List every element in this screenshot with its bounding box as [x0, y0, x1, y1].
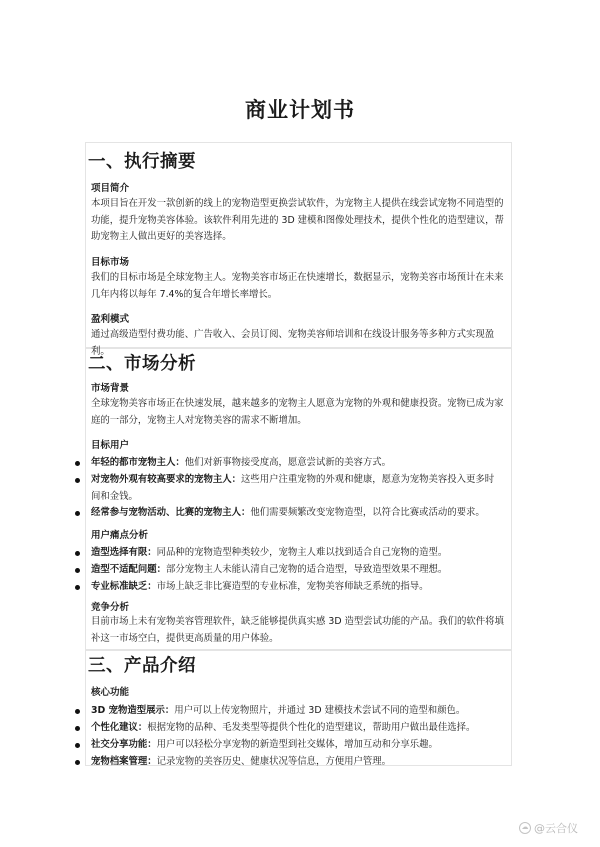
subheading-market-background: 市场背景 — [91, 383, 130, 394]
paragraph-market-background: 全球宠物美容市场正在快速发展，越来越多的宠物主人愿意为宠物的外观和健康投资。宠物已成为家 庭的一部分，宠物主人对宠物美容的需求不断增加。 — [91, 398, 504, 426]
subheading-core-features: 核心功能 — [91, 687, 130, 698]
list-item-feature-3d: 3D 宠物造型展示：用户可以上传宠物照片，并通过 3D 建模技术尝试不同的造型和颜色。 — [91, 705, 466, 716]
list-item-user-events: 经常参与宠物活动、比赛的宠物主人：他们需要频繁改变宠物造型，以符合比赛或活动的要求。 — [91, 507, 485, 518]
section-heading-market-analysis: 二、市场分析 — [88, 354, 196, 374]
bullet-dot — [75, 551, 80, 556]
section-heading-summary: 一、执行摘要 — [88, 152, 196, 172]
bullet-dot — [75, 709, 80, 714]
paragraph-profit-model: 通过高级造型付费功能、广告收入、会员订阅、宠物美容师培训和在线设计服务等多种方式实现盈利。 — [91, 329, 495, 357]
bullet-dot — [75, 478, 80, 483]
list-item-feature-profile: 宠物档案管理：记录宠物的美容历史、健康状况等信息，方便用户管理。 — [91, 756, 392, 767]
list-item-pain-limited: 造型选择有限：同品种的宠物造型种类较少，宠物主人难以找到适合自己宠物的造型。 — [91, 547, 448, 558]
cloud-mark-icon: ☁ — [519, 822, 531, 834]
subheading-target-market: 目标市场 — [91, 257, 130, 268]
subheading-profit-model: 盈利模式 — [91, 314, 130, 325]
watermark-text: @云合仪 — [534, 822, 578, 835]
bullet-dot — [75, 461, 80, 466]
subheading-project-intro: 项目简介 — [91, 183, 130, 194]
subheading-target-users: 目标用户 — [91, 440, 130, 451]
paragraph-competition: 目前市场上未有宠物美容管理软件，缺乏能够提供真实感 3D 造型尝试功能的产品。我们的软件将填 补这一市场空白，提供更高质量的用户体验。 — [91, 616, 504, 644]
bullet-dot — [75, 726, 80, 731]
subheading-competition: 竞争分析 — [91, 602, 130, 613]
bullet-dot — [75, 743, 80, 748]
bullet-dot — [75, 760, 80, 765]
page-title: 商业计划书 — [245, 98, 355, 122]
watermark — [519, 820, 578, 836]
paragraph-target-market: 我们的目标市场是全球宠物主人。宠物美容市场正在快速增长，数据显示，宠物美容市场预计在未来 几年内将以每年 7.4%的复合年增长率增长。 — [91, 272, 504, 300]
bullet-dot — [75, 585, 80, 590]
list-item-feature-advice: 个性化建议：根据宠物的品种、毛发类型等提供个性化的造型建议，帮助用户做出最佳选择。 — [91, 722, 476, 733]
bullet-dot — [75, 511, 80, 516]
list-item-pain-mismatch: 造型不适配问题：部分宠物主人未能认清自己宠物的适合造型，导致造型效果不理想。 — [91, 564, 448, 575]
section-heading-product: 三、产品介绍 — [88, 656, 196, 676]
subheading-pain-points: 用户痛点分析 — [91, 530, 149, 541]
bullet-dot — [75, 568, 80, 573]
paragraph-project-intro: 本项目旨在开发一款创新的线上的宠物造型更换尝试软件，为宠物主人提供在线尝试宠物不同造型的 功能，提升宠物美容体验。该软件利用先进的 3D 建模和图像处理技术，提供个性化的造型建议，帮 助宠物主人做出更好的美容选择。 — [91, 198, 504, 242]
list-item-feature-social: 社交分享功能：用户可以轻松分享宠物的新造型到社交媒体，增加互动和分享乐趣。 — [91, 739, 438, 750]
list-item-pain-standards: 专业标准缺乏：市场上缺乏非比赛造型的专业标准，宠物美容师缺乏系统的指导。 — [91, 581, 429, 592]
list-item-user-appearance: 对宠物外观有较高要求的宠物主人：这些用户注重宠物的外观和健康，愿意为宠物美容投入更多时 间和金钱。 — [91, 474, 495, 502]
list-item-user-young: 年轻的都市宠物主人：他们对新事物接受度高，愿意尝试新的美容方式。 — [91, 457, 392, 468]
